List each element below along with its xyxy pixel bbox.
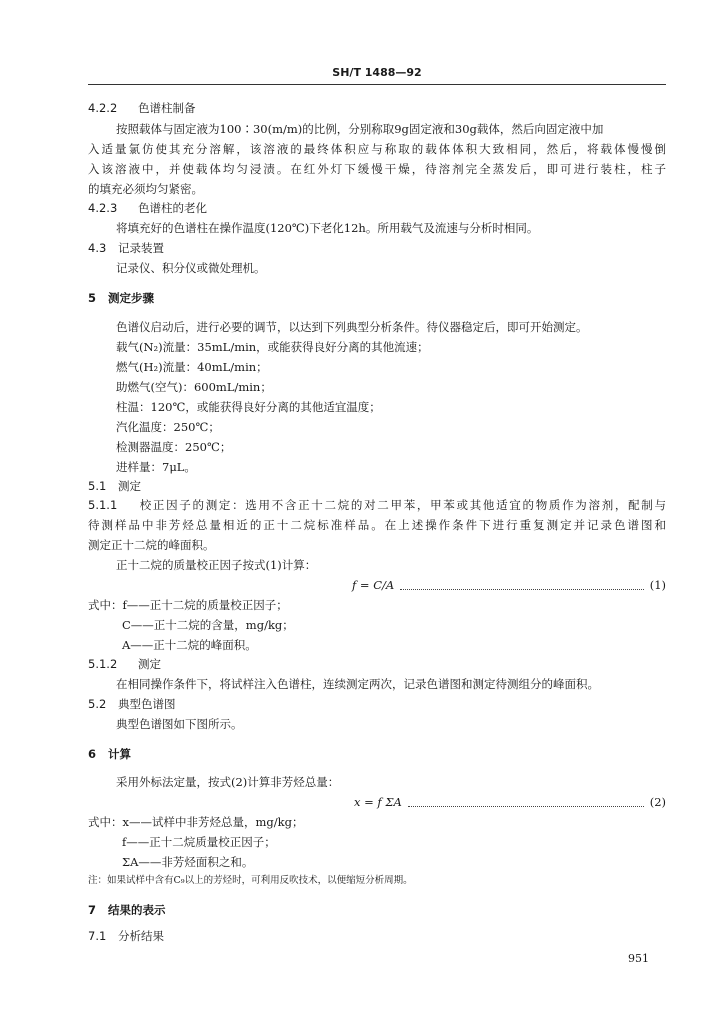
section-7-1-heading — [88, 928, 164, 944]
condition-line: 助燃气(空气)：600mL/min； — [116, 380, 272, 394]
section-number: 6 — [88, 747, 97, 761]
condition-line: 载气(N₂)流量：35mL/min，或能获得良好分离的其他流速； — [116, 340, 429, 354]
section-5-1-1-line — [88, 497, 666, 513]
paragraph-line: 记录仪、积分仪或微处理机。 — [116, 261, 266, 275]
equation-formula: f = C/A — [352, 578, 395, 592]
variable-definition: 式中：x——试样中非芳烃总量，mg/kg； — [88, 815, 304, 829]
paragraph-line: 待测样品中非芳烃总量相近的正十二烷标准样品。在上述操作条件下进行重复测定并记录色谱图和 — [88, 518, 666, 532]
section-number: 5.1.2 — [88, 657, 118, 671]
paragraph-text: 校正因子的测定：选用不含正十二烷的对二甲苯，甲苯或其他适宜的物质作为溶剂，配制与 — [138, 498, 666, 512]
note: 注：如果试样中含有C₉以上的芳烃时，可利用反吹技术，以便缩短分析周期。 — [88, 875, 413, 886]
condition-line: 燃气(H₂)流量：40mL/min； — [116, 360, 268, 374]
section-number: 4.2.2 — [88, 101, 118, 115]
section-4-2-3-heading — [88, 200, 207, 216]
equation-2 — [88, 794, 666, 810]
section-number: 5 — [88, 291, 97, 305]
leader-dots — [400, 581, 644, 590]
section-number: 4.2.3 — [88, 201, 118, 215]
section-number: 4.3 — [88, 241, 107, 255]
paragraph-line: 正十二烷的质量校正因子按式(1)计算： — [116, 558, 317, 572]
equation-number: (2) — [649, 795, 666, 809]
section-5-heading — [88, 290, 154, 306]
equation-number: (1) — [649, 578, 666, 592]
paragraph-line: 典型色谱图如下图所示。 — [116, 717, 243, 731]
section-number: 5.2 — [88, 697, 107, 711]
section-title: 记录装置 — [118, 241, 164, 255]
header-rule — [88, 84, 666, 85]
section-title: 典型色谱图 — [118, 697, 176, 711]
variable-definition: f——正十二烷质量校正因子； — [122, 835, 276, 849]
section-title: 结果的表示 — [108, 903, 166, 917]
variable-definition: ΣA——非芳烃面积之和。 — [122, 855, 254, 869]
condition-line: 汽化温度：250℃； — [116, 420, 220, 434]
leader-dots — [408, 798, 644, 807]
section-number: 7.1 — [88, 929, 107, 943]
section-title: 计算 — [108, 747, 131, 761]
variable-definition: 式中：f——正十二烷的质量校正因子； — [88, 598, 288, 612]
section-number: 5.1 — [88, 479, 107, 493]
paragraph-line: 采用外标法定量，按式(2)计算非芳烃总量： — [116, 775, 340, 789]
variable-definition: A——正十二烷的峰面积。 — [122, 638, 257, 652]
section-title: 分析结果 — [118, 929, 164, 943]
condition-line: 检测器温度：250℃； — [116, 440, 232, 454]
section-5-2-heading — [88, 696, 176, 712]
paragraph-line: 入适量氯仿使其充分溶解，该溶液的最终体积应与称取的载体体积大致相同，然后，将载体慢慢倒 — [88, 142, 666, 156]
paragraph-line: 按照载体与固定液为100∶30(m/m)的比例，分别称取9g固定液和30g载体，然后向固定液中加 — [116, 122, 604, 136]
condition-line: 柱温：120℃，或能获得良好分离的其他适宜温度； — [116, 400, 381, 414]
variable-definition: C——正十二烷的含量，mg/kg； — [122, 618, 294, 632]
section-title: 色谱柱的老化 — [138, 201, 207, 215]
section-title: 测定 — [138, 657, 161, 671]
section-4-2-2-heading — [88, 100, 196, 116]
section-title: 色谱柱制备 — [138, 101, 196, 115]
section-number: 5.1.1 — [88, 498, 118, 512]
section-title: 测定 — [118, 479, 141, 493]
section-5-1-2-heading — [88, 656, 161, 672]
paragraph-line: 入该溶液中，并使载体均匀浸渍。在红外灯下缓慢干燥，待溶剂完全蒸发后，即可进行装柱，柱子 — [88, 162, 666, 176]
equation-1 — [88, 577, 666, 593]
section-4-3-heading — [88, 240, 164, 256]
paragraph-line: 的填充必须均匀紧密。 — [88, 182, 203, 196]
paragraph-line: 色谱仪启动后，进行必要的调节，以达到下列典型分析条件。待仪器稳定后，即可开始测定。 — [116, 320, 588, 334]
section-number: 7 — [88, 903, 97, 917]
paragraph-line: 将填充好的色谱柱在操作温度(120℃)下老化12h。所用载气及流速与分析时相同。 — [116, 221, 539, 235]
equation-formula: x = f ΣA — [354, 795, 402, 809]
section-5-1-heading — [88, 478, 141, 494]
section-7-heading — [88, 902, 166, 918]
paragraph-line: 测定正十二烷的峰面积。 — [88, 538, 215, 552]
condition-line: 进样量：7μL。 — [116, 460, 196, 474]
paragraph-line: 在相同操作条件下，将试样注入色谱柱，连续测定两次，记录色谱图和测定待测组分的峰面积。 — [116, 677, 599, 691]
page-number: 951 — [628, 952, 649, 965]
section-6-heading — [88, 746, 131, 762]
section-title: 测定步骤 — [108, 291, 154, 305]
standard-header: SH/T 1488—92 — [332, 66, 422, 79]
